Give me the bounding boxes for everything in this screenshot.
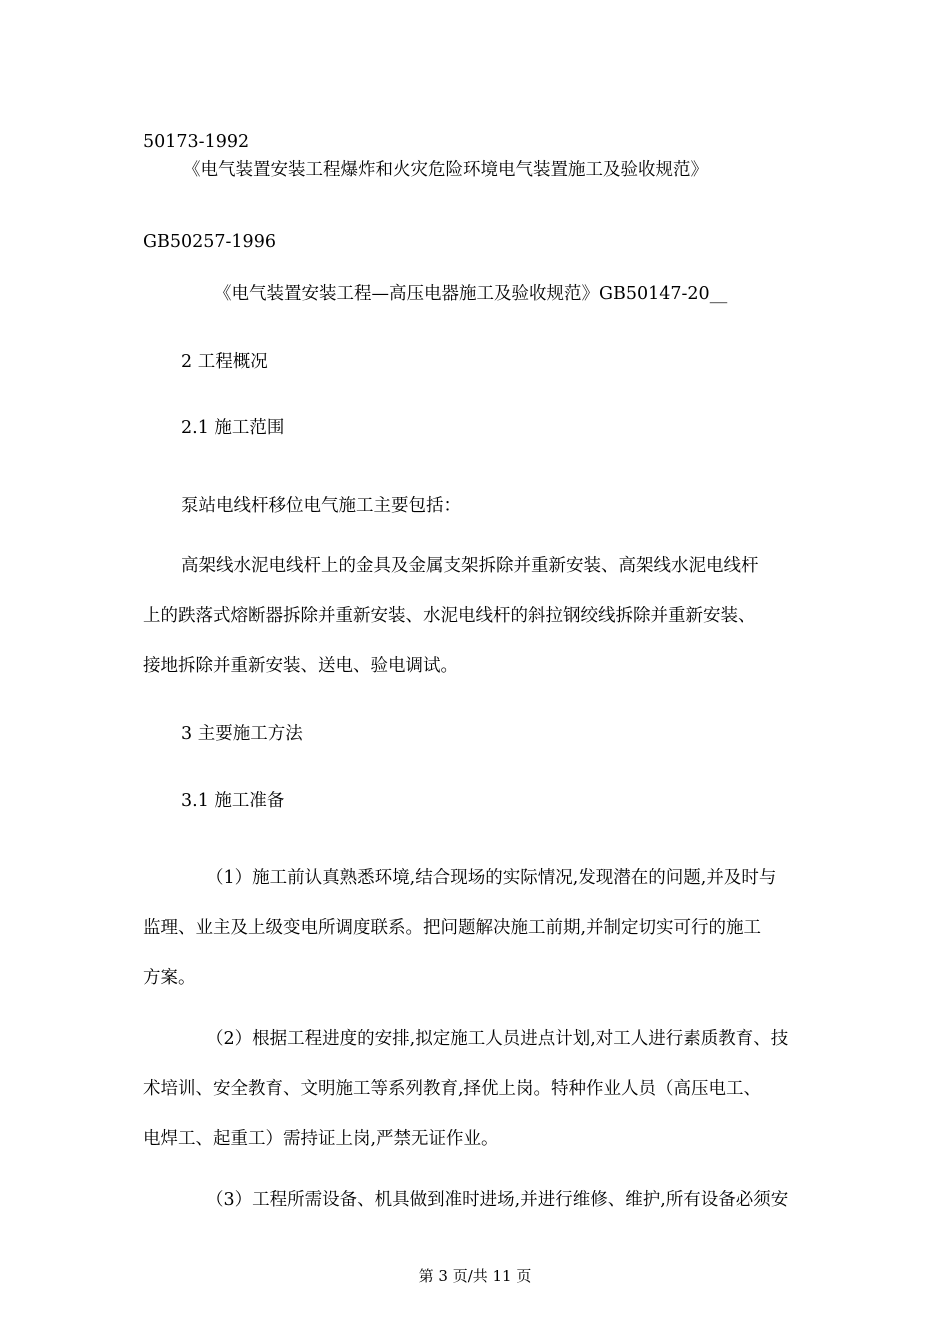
paragraph-line: 上的跌落式熔断器拆除并重新安装、水泥电线杆的斜拉钢绞线拆除并重新安装、 — [143, 606, 756, 626]
paragraph-line: 监理、业主及上级变电所调度联系。把问题解决施工前期,并制定切实可行的施工 — [143, 918, 762, 938]
standard-title-line: 《电气装置安装工程爆炸和火灾危险环境电气装置施工及验收规范》 — [183, 160, 708, 180]
standard-title-line: 《电气装置安装工程—高压电器施工及验收规范》GB50147-20__ — [214, 284, 728, 304]
page-number-footer: 第 3 页/共 11 页 — [418, 1267, 532, 1285]
paragraph-line: （3）工程所需设备、机具做到准时进场,并进行维修、维护,所有设备必须安 — [206, 1190, 789, 1210]
paragraph-line: 电焊工、起重工）需持证上岗,严禁无证作业。 — [143, 1129, 499, 1149]
paragraph-line: 术培训、安全教育、文明施工等系列教育,择优上岗。特种作业人员（高压电工、 — [143, 1079, 762, 1099]
subsection-heading: 3.1 施工准备 — [181, 791, 285, 811]
section-heading: 2 工程概况 — [181, 352, 268, 372]
paragraph-line: 泵站电线杆移位电气施工主要包括： — [181, 496, 461, 516]
standard-number-line: 50173-1992 — [143, 132, 250, 152]
paragraph-line: 接地拆除并重新安装、送电、验电调试。 — [143, 656, 458, 676]
paragraph-line: 方案。 — [143, 968, 196, 988]
section-heading: 3 主要施工方法 — [181, 724, 303, 744]
standard-number-line: GB50257-1996 — [143, 232, 276, 252]
paragraph-line: 高架线水泥电线杆上的金具及金属支架拆除并重新安装、高架线水泥电线杆 — [181, 556, 759, 576]
paragraph-line: （2）根据工程进度的安排,拟定施工人员进点计划,对工人进行素质教育、技 — [206, 1029, 789, 1049]
paragraph-line: （1）施工前认真熟悉环境,结合现场的实际情况,发现潜在的问题,并及时与 — [206, 868, 777, 888]
subsection-heading: 2.1 施工范围 — [181, 418, 285, 438]
